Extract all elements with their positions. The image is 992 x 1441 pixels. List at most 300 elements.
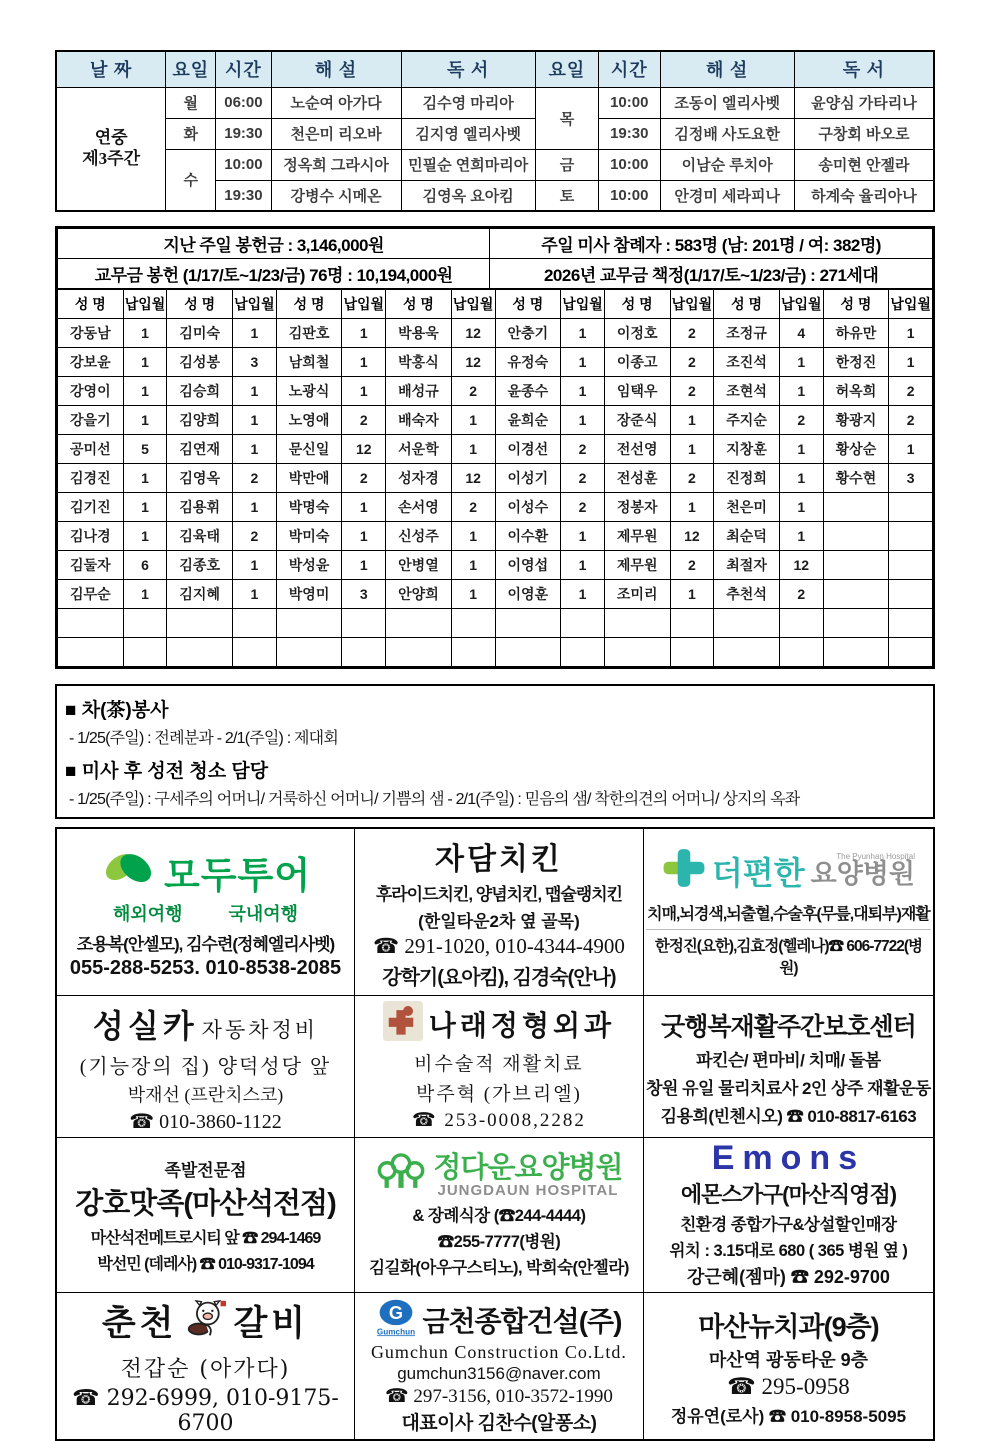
paid-month-cell: 1 [670,406,714,435]
member-name-cell: 공미선 [58,435,124,464]
ad-chuncheon-galbi [56,1293,355,1441]
ad-emons-furniture [643,1138,934,1293]
member-name-cell: 황광지 [823,406,889,435]
paid-month-cell: 1 [779,348,823,377]
member-name-cell: 김무순 [58,580,124,609]
ad-pyunhan-hospital [643,828,934,996]
ads-row [56,1138,934,1293]
commentator-cell: 안경미 세라피나 [660,180,794,211]
day-cell: 화 [166,118,216,149]
pyunhan-contacts: 한정진(요한),김효정(헬레나)☎ 606-7722(병원) [646,929,931,978]
modutour-domestic-label: 국내여행 [228,903,299,924]
summary-row [58,229,933,259]
paid-month-cell: 1 [451,435,495,464]
paid-month-cell: 1 [123,348,167,377]
gyomugeum-offering: 교무금 봉헌 (1/17/토~1/23/금) 76명 : 10,194,000원 [58,259,490,289]
member-name-cell: 노영애 [276,406,342,435]
paid-month-cell: 1 [123,464,167,493]
paid-month-cell: 2 [561,493,605,522]
day-cell: 금 [535,149,598,180]
member-name-cell: 김지혜 [167,580,233,609]
jungdaun-funeral-phone: & 장례식장 (☎244-4444) [412,1206,586,1225]
paid-month-cell: 2 [889,406,933,435]
paid-month-cell: 1 [779,464,823,493]
member-name-cell: 전성훈 [604,464,670,493]
member-name-cell: 제무원 [604,551,670,580]
col-reading-2: 독 서 [794,51,934,87]
member-name-cell: 배성규 [386,377,452,406]
member-name-cell [823,609,889,638]
member-name-cell [823,522,889,551]
paid-month-cell: 2 [451,377,495,406]
member-name-header: 성 명 [58,290,124,319]
paid-month-cell: 1 [561,580,605,609]
paid-month-cell [779,609,823,638]
ads-row [56,996,934,1138]
paid-month-cell [889,609,933,638]
paid-month-cell [779,638,823,667]
paid-month-cell [889,493,933,522]
paid-month-cell: 2 [779,580,823,609]
paid-month-cell: 1 [342,377,386,406]
tea-service-title: ■ 차(茶)봉사 [65,700,169,721]
member-name-cell [604,609,670,638]
member-name-cell [386,609,452,638]
paid-month-cell: 1 [233,319,277,348]
ads-row [56,828,934,996]
col-commentary: 해 설 [271,51,401,87]
paid-month-cell: 12 [451,319,495,348]
col-time-2: 시간 [599,51,660,87]
ad-jadam-chicken [355,828,644,996]
paid-month-cell: 6 [123,551,167,580]
gumchun-email: gumchun3156@naver.com [397,1364,601,1383]
payment-roster-table [57,289,933,667]
paid-month-header: 납입월 [123,290,167,319]
pyunhan-tagline: The Pyunhan Hospital [836,852,915,861]
day-cell: 목 [535,87,598,149]
paid-month-cell: 2 [889,377,933,406]
modutour-phone: 055-288-5253. 010-8538-2085 [69,956,342,979]
reader-cell: 윤양심 가타리나 [794,87,934,118]
emons-location: 위치 : 3.15대로 680 ( 365 병원 옆 ) [669,1242,908,1260]
day-cell: 월 [166,87,216,118]
paid-month-cell: 2 [342,464,386,493]
narae-phone: ☎ 253-0008,2282 [411,1110,586,1131]
paid-month-cell: 1 [123,493,167,522]
jadam-location: (한일타운2차 옆 골목) [418,912,580,931]
narae-title: 나래정형외과 [428,1010,616,1042]
member-name-cell: 안충기 [495,319,561,348]
member-name-cell: 장준식 [604,406,670,435]
gyomugeum-pledge: 2026년 교무금 책정(1/17/토~1/23/금) : 271세대 [490,259,933,289]
svg-text:G: G [389,1302,404,1323]
paid-month-cell: 1 [561,348,605,377]
paid-month-cell: 2 [342,406,386,435]
member-name-cell: 안양희 [386,580,452,609]
roster-row [58,406,933,435]
paid-month-cell: 2 [779,406,823,435]
paid-month-header: 납입월 [779,290,823,319]
chuncheon-logo-right: 갈비 [233,1303,310,1344]
roster-row [58,319,933,348]
narae-service: 비수술적 재활치료 [414,1054,584,1075]
jadam-title: 자담치킨 [434,843,563,876]
paid-month-cell: 2 [233,464,277,493]
roster-row [58,348,933,377]
day-cell: 수 [166,149,216,211]
member-name-cell: 조미리 [604,580,670,609]
emons-title: 에몬스가구(마산직영점) [680,1182,897,1207]
gangho-location-phone: 마산석전메트로시티 앞 ☎ 294-1469 [90,1230,321,1247]
reader-cell: 구창회 바오로 [794,118,934,149]
col-date: 날 짜 [56,51,166,87]
paid-month-cell: 1 [779,522,823,551]
modutour-overseas-label: 해외여행 [112,903,183,924]
member-name-header: 성 명 [823,290,889,319]
member-name-cell: 이정호 [604,319,670,348]
member-name-cell: 김판호 [276,319,342,348]
paid-month-cell: 3 [342,580,386,609]
paid-month-cell: 1 [123,377,167,406]
member-name-cell: 한정진 [823,348,889,377]
paid-month-header: 납입월 [342,290,386,319]
paid-month-cell: 12 [451,348,495,377]
member-name-cell: 박홍식 [386,348,452,377]
reader-cell: 김수영 마리아 [401,87,535,118]
last-sunday-offering: 지난 주일 봉헌금 : 3,146,000원 [58,229,490,259]
member-name-cell: 문신일 [276,435,342,464]
narae-contact: 박주혁 (가브리엘) [416,1084,582,1105]
paid-month-cell [889,580,933,609]
paid-month-header: 납입월 [561,290,605,319]
paid-month-cell: 1 [670,580,714,609]
day-cell: 토 [535,180,598,211]
time-cell: 19:30 [216,118,271,149]
emons-logo-text: Emons [711,1139,866,1177]
paid-month-header: 납입월 [889,290,933,319]
member-name-cell: 김영옥 [167,464,233,493]
jungdaun-trees-logo-icon [375,1153,427,1200]
member-name-cell: 조진석 [714,348,780,377]
goodhappy-services: 파킨슨/ 편마비/ 치매/ 돌봄 [696,1050,881,1070]
pyunhan-services: 치매,뇌경색,뇌출혈,수술후(무릎,대퇴부)재활 [647,906,930,923]
paid-month-cell: 1 [233,493,277,522]
ad-jungdaun-hospital [355,1138,644,1293]
member-name-header: 성 명 [714,290,780,319]
reader-cell: 김지영 엘리사벳 [401,118,535,149]
ads-row [56,1293,934,1441]
ad-sungsil-car [56,996,355,1138]
chuncheon-logo-left: 춘천 [101,1303,178,1344]
notices-box [55,684,935,819]
paid-month-cell: 2 [233,522,277,551]
paid-month-cell: 1 [889,319,933,348]
paid-month-cell: 1 [123,580,167,609]
emons-description: 친환경 종합가구&상설할인매장 [680,1216,897,1234]
masannew-location: 마산역 광동타운 9층 [708,1350,868,1370]
member-name-cell [495,609,561,638]
paid-month-cell: 1 [670,493,714,522]
member-name-cell [823,551,889,580]
paid-month-cell [342,609,386,638]
member-name-header: 성 명 [276,290,342,319]
time-cell: 19:30 [216,180,271,211]
member-name-cell [823,580,889,609]
paid-month-cell: 1 [889,435,933,464]
paid-month-cell: 1 [561,377,605,406]
member-name-cell: 이영훈 [495,580,561,609]
offering-board [55,226,935,669]
paid-month-cell: 2 [670,464,714,493]
goodhappy-contact: 김용희(빈첸시오) ☎ 010-8817-6163 [660,1106,917,1126]
paid-month-cell: 1 [561,522,605,551]
paid-month-cell: 1 [123,522,167,551]
member-name-header: 성 명 [167,290,233,319]
chuncheon-contact: 전갑순 (아가다) [120,1357,291,1382]
commentator-cell: 정옥희 그라시아 [271,149,401,180]
col-day: 요일 [166,51,216,87]
member-name-cell: 최절자 [714,551,780,580]
paid-month-cell [451,638,495,667]
ad-goodhappy-daycare [643,996,934,1138]
member-name-cell: 김경진 [58,464,124,493]
roster-row [58,522,933,551]
paid-month-cell: 5 [123,435,167,464]
paid-month-cell: 1 [561,551,605,580]
paid-month-cell: 12 [451,464,495,493]
roster-row [58,580,933,609]
member-name-cell: 김기진 [58,493,124,522]
paid-month-cell [233,638,277,667]
paid-month-cell: 1 [233,580,277,609]
member-name-cell: 박명숙 [276,493,342,522]
member-name-cell: 황상순 [823,435,889,464]
roster-row [58,638,933,667]
mass-attendance: 주일 미사 참례자 : 583명 (남: 201명 / 여: 382명) [490,229,933,259]
time-cell: 10:00 [216,149,271,180]
pyunhan-brand: 더편한 [711,854,805,891]
roster-row [58,435,933,464]
member-name-cell: 김나경 [58,522,124,551]
jungdaun-contacts: 김길화(아우구스티노), 박희숙(안젤라) [369,1258,629,1277]
member-name-cell: 강영이 [58,377,124,406]
masannew-contact: 정유연(로사) ☎ 010-8958-5095 [670,1407,907,1426]
roster-row [58,493,933,522]
member-name-cell: 배숙자 [386,406,452,435]
member-name-cell: 하유만 [823,319,889,348]
member-name-cell: 이수환 [495,522,561,551]
commentator-cell: 김정배 사도요한 [660,118,794,149]
member-name-cell: 성자경 [386,464,452,493]
member-name-cell [386,638,452,667]
roster-row [58,377,933,406]
commentator-cell: 조동이 엘리사벳 [660,87,794,118]
paid-month-cell: 1 [561,406,605,435]
week-label-line1: 연중 [94,128,128,148]
goodhappy-description: 창원 유일 물리치료사 2인 상주 재활운동 [646,1078,931,1098]
member-name-cell: 신성주 [386,522,452,551]
member-name-cell: 김양희 [167,406,233,435]
modutour-logo-text: 모두투어 [164,854,311,896]
paid-month-header: 납입월 [451,290,495,319]
paid-month-cell: 1 [233,435,277,464]
member-name-cell [604,638,670,667]
member-name-cell: 이성기 [495,464,561,493]
ads-grid [55,827,935,1441]
week-label [56,87,166,211]
ad-gumchun-construction [355,1293,644,1441]
paid-month-cell: 1 [779,435,823,464]
member-name-cell: 박미숙 [276,522,342,551]
gangho-category: 족발전문점 [164,1161,247,1180]
member-name-cell: 주지순 [714,406,780,435]
member-name-cell: 김둘자 [58,551,124,580]
member-name-cell: 김용휘 [167,493,233,522]
reader-cell: 하계숙 율리아나 [794,180,934,211]
commentator-cell: 노순여 아가다 [271,87,401,118]
masannew-phone: ☎ 295-0958 [727,1374,850,1399]
cleaning-title: ■ 미사 후 성전 청소 담당 [65,761,269,782]
jungdaun-title: 정다운요양병원 [433,1151,623,1184]
member-name-cell [823,493,889,522]
member-name-cell: 임택우 [604,377,670,406]
paid-month-cell: 1 [342,493,386,522]
emons-contact: 강근혜(젬마) ☎ 292-9700 [686,1267,890,1287]
gumchun-title: 금천종합건설(주) [422,1305,622,1337]
gumchun-ceo: 대표이사 김찬수(알퐁소) [401,1413,597,1434]
paid-month-cell: 1 [233,551,277,580]
member-name-cell [495,638,561,667]
narae-cross-logo-icon [383,1001,423,1046]
pyunhan-cross-logo-icon [662,846,706,895]
paid-month-cell: 12 [342,435,386,464]
member-name-header: 성 명 [495,290,561,319]
paid-month-cell: 1 [233,406,277,435]
roster-row [58,609,933,638]
member-name-cell: 천은미 [714,493,780,522]
member-name-cell [823,638,889,667]
paid-month-cell: 1 [342,551,386,580]
paid-month-cell: 1 [342,348,386,377]
goodhappy-title: 굿행복재활주간보호센터 [661,1012,916,1041]
member-name-cell: 추천석 [714,580,780,609]
member-name-cell: 김종호 [167,551,233,580]
member-name-cell: 이경선 [495,435,561,464]
paid-month-cell [123,609,167,638]
member-name-cell: 전선영 [604,435,670,464]
member-name-cell: 박성윤 [276,551,342,580]
week-label-line2: 제3주간 [82,148,140,168]
roster-row [58,551,933,580]
offering-summary-table [57,228,933,289]
paid-month-cell [889,522,933,551]
tea-service-line: - 1/25(주일) : 전례분과 - 2/1(주일) : 제대회 [69,730,338,747]
member-name-cell: 김연재 [167,435,233,464]
schedule-row [56,149,934,180]
paid-month-cell: 2 [561,464,605,493]
paid-month-cell [561,609,605,638]
paid-month-cell: 12 [670,522,714,551]
member-name-cell: 조현석 [714,377,780,406]
schedule-row [56,87,934,118]
member-name-cell: 이종고 [604,348,670,377]
paid-month-cell: 2 [670,377,714,406]
paid-month-header: 납입월 [670,290,714,319]
schedule-row [56,118,934,149]
roster-row [58,464,933,493]
member-name-cell [58,609,124,638]
paid-month-cell: 2 [670,319,714,348]
paid-month-cell: 1 [779,377,823,406]
jungdaun-subtitle: JUNGDAUN HOSPITAL [437,1181,619,1199]
member-name-cell: 진정희 [714,464,780,493]
col-day-2: 요일 [535,51,598,87]
member-name-cell: 이영섭 [495,551,561,580]
time-cell: 19:30 [599,118,660,149]
member-name-cell: 노광식 [276,377,342,406]
paid-month-cell: 2 [670,348,714,377]
member-name-cell: 안병열 [386,551,452,580]
sungsil-title: 성실카 [92,1008,198,1044]
pig-mascot-icon [184,1299,228,1343]
gangho-title: 강호맛족(마산석전점) [75,1188,336,1220]
member-name-cell: 강을기 [58,406,124,435]
member-name-cell: 윤희순 [495,406,561,435]
member-name-cell: 강동남 [58,319,124,348]
member-name-cell: 허옥희 [823,377,889,406]
member-name-cell: 박용욱 [386,319,452,348]
member-name-cell: 조정규 [714,319,780,348]
jadam-contacts: 강학기(요아킴), 김경숙(안나) [382,967,616,989]
paid-month-cell: 1 [451,580,495,609]
paid-month-cell [342,638,386,667]
paid-month-cell: 1 [889,348,933,377]
member-name-header: 성 명 [604,290,670,319]
member-name-cell [714,638,780,667]
member-name-cell [276,609,342,638]
paid-month-cell: 1 [233,377,277,406]
time-cell: 10:00 [599,87,660,118]
time-cell: 10:00 [599,180,660,211]
paid-month-cell: 2 [561,435,605,464]
member-name-cell [58,638,124,667]
member-name-cell: 손서영 [386,493,452,522]
jadam-phone: ☎ 291-1020, 010-4344-4900 [373,934,625,958]
commentator-cell: 천은미 리오바 [271,118,401,149]
ad-modutour [56,828,355,996]
paid-month-cell: 1 [123,406,167,435]
pyunhan-brand2: 요양병원 [810,859,915,889]
gangho-contact: 박선민 (데레사) ☎ 010-9317-1094 [97,1256,314,1273]
jungdaun-hospital-phone: ☎255-7777(병원) [437,1232,561,1251]
member-name-cell: 김미숙 [167,319,233,348]
ad-narae-orthopedics [355,996,644,1138]
member-name-cell [276,638,342,667]
paid-month-cell: 3 [233,348,277,377]
member-name-cell: 서운학 [386,435,452,464]
col-reading: 독 서 [401,51,535,87]
member-name-cell [714,609,780,638]
mass-schedule-table [55,50,935,212]
paid-month-cell: 1 [342,522,386,551]
member-name-cell [167,638,233,667]
member-name-cell: 제무원 [604,522,670,551]
member-name-header: 성 명 [386,290,452,319]
jadam-menu: 후라이드치킨, 양념치킨, 맵슐랭치킨 [375,885,623,904]
paid-month-cell: 1 [451,406,495,435]
reader-cell: 송미현 안젤라 [794,149,934,180]
